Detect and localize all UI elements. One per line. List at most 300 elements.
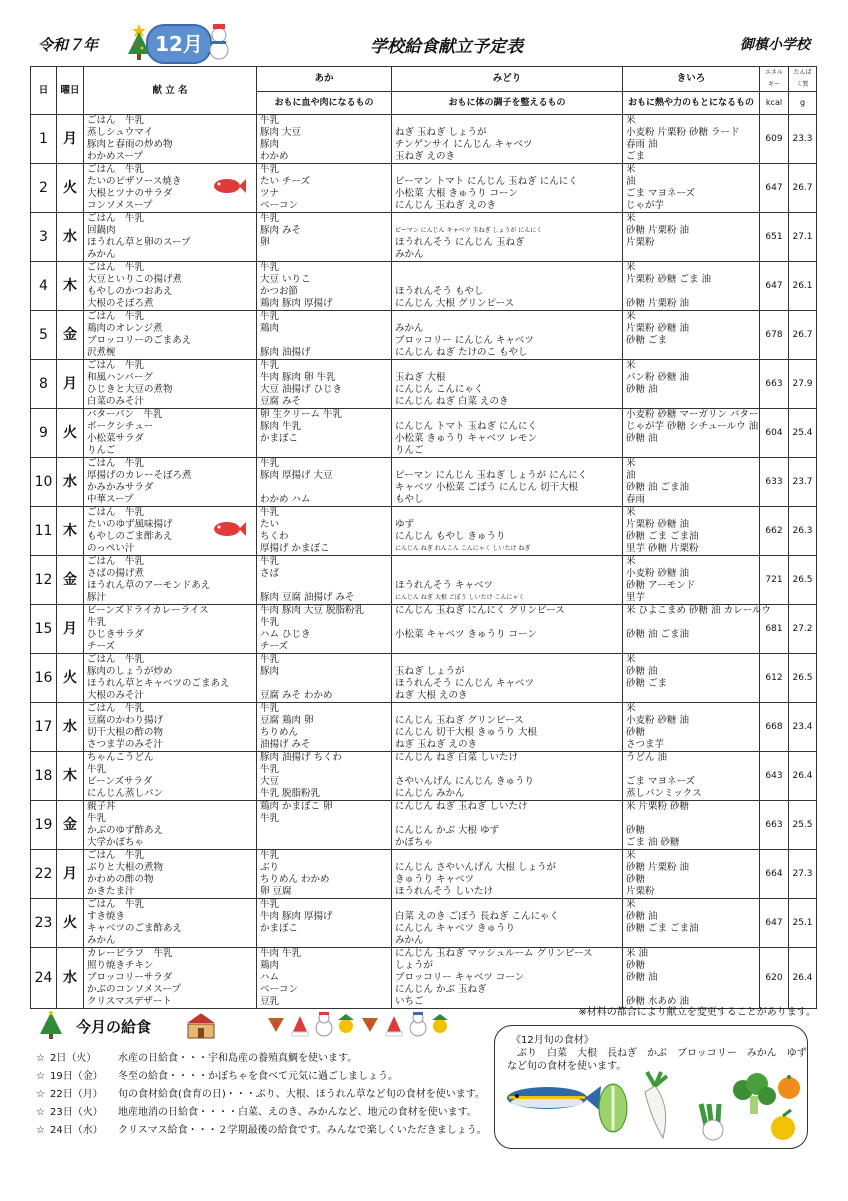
green-foods-line: ほうれんそう にんじん 玉ねぎ <box>395 237 525 248</box>
green-foods <box>392 605 623 654</box>
monthly-events <box>36 1050 487 1140</box>
green-foods-line: ほうれんそう もやし <box>395 286 484 297</box>
day-number: 10 <box>31 458 57 507</box>
energy-kcal: 604 <box>760 409 789 458</box>
green-foods-line: 小松菜 大根 きゅうり コーン <box>395 188 518 199</box>
yellow-foods-line: 米 <box>626 654 636 665</box>
red-foods <box>257 948 392 1009</box>
weekday: 月 <box>57 605 84 654</box>
menu-dishes-line: 回鍋肉 <box>87 225 116 236</box>
table-row <box>31 164 817 213</box>
menu-dishes-line: ほうれん草と卵のスープ <box>87 237 191 248</box>
yellow-foods-line: 砂糖 ごま <box>626 678 668 689</box>
green-foods-line <box>395 213 619 225</box>
menu-dishes-line: りんご <box>87 445 116 456</box>
yellow-foods-line <box>626 286 756 298</box>
yellow-foods <box>623 164 760 213</box>
page-header <box>30 28 820 62</box>
red-foods-line: 牛肉 牛乳 <box>260 948 302 959</box>
green-foods-line: ゆず <box>395 519 415 530</box>
menu-dishes-line: 牛乳 <box>87 813 107 824</box>
yellow-foods-line: 砂糖 水あめ 油 <box>626 996 690 1007</box>
day-number: 2 <box>31 164 57 213</box>
green-foods <box>392 262 623 311</box>
table-row <box>31 115 817 164</box>
yellow-foods <box>623 654 760 703</box>
red-foods-line: 牛乳 <box>260 813 280 824</box>
yellow-foods-line: 小麦粉 砂糖 油 <box>626 715 690 726</box>
energy-kcal: 647 <box>760 164 789 213</box>
menu-dishes-line: 和風ハンバーグ <box>87 372 153 383</box>
menu-dishes-line: 小松菜サラダ <box>87 433 144 444</box>
yellow-foods <box>623 605 771 654</box>
menu-dishes-line: 大根のそぼろ煮 <box>87 298 154 309</box>
menu-dishes-line: ぶりと大根の煮物 <box>87 862 164 873</box>
red-foods-line: 牛乳 <box>260 115 280 126</box>
green-foods-line: みかん <box>395 935 424 946</box>
green-foods-line: にんじん かぶ 大根 ゆず <box>395 825 500 836</box>
green-foods <box>392 213 623 262</box>
event-star: ☆ <box>36 1053 45 1064</box>
green-foods <box>392 507 623 556</box>
menu-dishes-line: かぶのゆず酢あえ <box>87 825 164 836</box>
red-foods-line: 牛乳 脱脂粉乳 <box>260 788 321 799</box>
weekday: 月 <box>57 115 84 164</box>
red-foods-line: たい <box>260 519 280 530</box>
menu-dishes-line: たいのピザソース焼き <box>87 176 182 187</box>
menu-dishes-line: カレーピラフ 牛乳 <box>87 948 173 959</box>
yellow-foods-line: 砂糖 <box>626 825 646 836</box>
energy-kcal: 721 <box>760 556 789 605</box>
green-foods-line <box>395 813 619 825</box>
yellow-foods <box>623 801 760 850</box>
menu-dishes-line: キャベツのごま酢あえ <box>87 923 183 934</box>
yellow-foods-line: 砂糖 片栗粉 油 <box>626 862 690 873</box>
menu-dishes-line: ごはん 牛乳 <box>87 213 145 224</box>
red-foods <box>257 164 392 213</box>
red-foods-line: かまぼこ <box>260 433 299 444</box>
red-foods-line: 豚肉 <box>260 139 280 150</box>
yellow-foods <box>623 556 760 605</box>
yellow-foods-line: 里芋 <box>626 592 646 603</box>
event-date: 19日（金） <box>50 1071 103 1082</box>
menu-dishes-line: 厚揚げのカレーそぼろ煮 <box>87 470 192 481</box>
green-foods-line <box>395 458 619 470</box>
red-foods-line: さば <box>260 568 280 579</box>
menu-dishes <box>84 948 257 1009</box>
menu-dishes-line: 豚肉のしょうが炒め <box>87 666 173 677</box>
menu-dishes-line: かみかみサラダ <box>87 482 154 493</box>
menu-dishes-line: 蒸しシュウマイ <box>87 127 154 138</box>
green-foods-line: にんじん みかん <box>395 788 465 799</box>
yellow-foods-line: 砂糖 <box>626 874 646 885</box>
menu-dishes-line: 豚肉と春雨の炒め物 <box>87 139 173 150</box>
protein-g: 26.4 <box>789 752 817 801</box>
red-snapper-icon <box>211 519 247 539</box>
green-foods-line: にんじん 玉ねぎ グリンピース <box>395 715 524 726</box>
menu-dishes-line: 牛乳 <box>87 764 107 775</box>
red-snapper-icon <box>211 176 247 196</box>
green-foods-line <box>395 641 619 653</box>
yellow-foods-line: ごま マヨネーズ <box>626 776 696 787</box>
red-foods-line: 牛乳 <box>260 213 280 224</box>
menu-dishes-line: もやしのかつおあえ <box>87 286 173 297</box>
yellow-foods <box>623 899 760 948</box>
red-foods-line: 牛乳 <box>260 507 280 518</box>
yellow-foods-line: 米 <box>626 115 636 126</box>
energy-kcal: 681 <box>760 605 789 654</box>
weekday: 火 <box>57 899 84 948</box>
menu-dishes-line: ごはん 牛乳 <box>87 850 145 861</box>
snowy-house-icon <box>180 1010 222 1040</box>
daikon-icon <box>645 1072 667 1138</box>
yellow-foods-line <box>626 617 756 629</box>
menu-dishes <box>84 458 257 507</box>
menu-dishes <box>84 311 257 360</box>
green-foods-line: にんじん トマト 玉ねぎ にんにく <box>395 421 538 432</box>
red-foods <box>257 360 392 409</box>
menu-dishes <box>84 213 257 262</box>
menu-dishes-line: ごはん 牛乳 <box>87 262 145 273</box>
yellow-foods-line: ごま マヨネーズ <box>626 188 696 199</box>
header-red: あか <box>257 67 392 92</box>
menu-dishes-line: 大根とツナのサラダ <box>87 188 173 199</box>
red-foods-line: ハム <box>260 972 280 983</box>
yellow-foods-line: 砂糖 アーモンド <box>626 580 696 591</box>
broccoli-icon <box>733 1073 776 1114</box>
header-energy: エネルギー <box>760 67 789 92</box>
yellow-foods-line: 砂糖 油 <box>626 384 658 395</box>
green-foods <box>392 556 623 605</box>
green-foods-line <box>395 654 619 666</box>
red-foods <box>257 752 392 801</box>
menu-dishes-line: ごはん 牛乳 <box>87 458 145 469</box>
green-foods-line <box>395 507 619 519</box>
yellow-foods-line: 砂糖 油 ごま油 <box>626 629 690 640</box>
table-row <box>31 507 817 556</box>
menu-table <box>30 66 817 1009</box>
cabbage-icon <box>599 1084 627 1132</box>
yellow-foods-line: 米 <box>626 556 636 567</box>
event-date: 23日（火） <box>50 1107 103 1118</box>
header-day: 日 <box>31 67 57 115</box>
menu-dishes-line: わかめスープ <box>87 151 144 162</box>
green-foods-line: にんじん ねぎ れんこん こんにゃく しいたけ ねぎ <box>395 545 531 552</box>
green-foods-line: 白菜 えのき ごぼう 長ねぎ こんにゃく <box>395 911 559 922</box>
protein-g: 23.7 <box>789 458 817 507</box>
red-foods-line <box>260 837 388 849</box>
day-number: 4 <box>31 262 57 311</box>
energy-kcal: 647 <box>760 899 789 948</box>
header-energy-unit: kcal <box>760 92 789 115</box>
energy-kcal: 609 <box>760 115 789 164</box>
red-foods-line: 牛乳 <box>260 360 280 371</box>
red-foods-line: 豆乳 <box>260 996 280 1007</box>
table-row <box>31 948 817 1009</box>
day-number: 23 <box>31 899 57 948</box>
protein-g: 25.1 <box>789 899 817 948</box>
page-title: 学校給食献立予定表 <box>370 37 523 57</box>
energy-kcal: 647 <box>760 262 789 311</box>
yellow-foods-line <box>626 396 756 408</box>
menu-table-body <box>31 115 817 1009</box>
seasonal-foods-box <box>494 1025 808 1149</box>
menu-dishes-line: 親子丼 <box>87 801 116 812</box>
menu-dishes-line: 牛乳 <box>87 617 107 628</box>
yellow-foods <box>623 948 760 1009</box>
green-foods-line <box>395 850 619 862</box>
green-foods-line: ブロッコリー キャベツ コーン <box>395 972 525 983</box>
menu-dishes-line: ひじきサラダ <box>87 629 144 640</box>
yellow-foods <box>623 409 760 458</box>
yuzu-icon <box>771 1110 795 1140</box>
energy-kcal: 663 <box>760 360 789 409</box>
yellow-foods-line: 片栗粉 砂糖 油 <box>626 323 690 334</box>
weekday: 火 <box>57 164 84 213</box>
energy-kcal: 612 <box>760 654 789 703</box>
menu-dishes-line: ちゃんこうどん <box>87 752 154 763</box>
yellow-foods-line: 米 片栗粉 砂糖 <box>626 801 690 812</box>
green-foods-line: にんじん ねぎ 白菜 しいたけ <box>395 752 519 763</box>
weekday: 水 <box>57 703 84 752</box>
red-foods-line: 豆腐 みそ わかめ <box>260 690 333 701</box>
red-foods-line: 牛乳 <box>260 164 280 175</box>
menu-dishes-line: 豆腐のかわり揚げ <box>87 715 164 726</box>
energy-kcal: 663 <box>760 801 789 850</box>
event-item <box>36 1122 487 1140</box>
header-green: みどり <box>392 67 623 92</box>
red-foods-line: 大豆 いりこ <box>260 274 311 285</box>
red-foods-line <box>260 580 388 592</box>
menu-dishes-line: 沢煮椀 <box>87 347 116 358</box>
table-row <box>31 605 817 654</box>
energy-kcal: 620 <box>760 948 789 1009</box>
menu-dishes <box>84 801 257 850</box>
yellow-foods-line: 油 <box>626 470 636 481</box>
menu-dishes-line: ほうれん草とキャベツのごまあえ <box>87 678 230 689</box>
yellow-foods-line: 米 <box>626 850 636 861</box>
green-foods-line <box>395 115 619 127</box>
red-foods-line: 牛乳 <box>260 764 280 775</box>
protein-g: 25.5 <box>789 801 817 850</box>
weekday: 木 <box>57 262 84 311</box>
weekday: 水 <box>57 213 84 262</box>
seasonal-title: 《12月旬の食材》 <box>511 1035 594 1046</box>
menu-dishes <box>84 360 257 409</box>
green-foods-line: ピーマン にんじん キャベツ 玉ねぎ しょうが にんにく <box>395 227 543 234</box>
red-foods-line: 牛乳 <box>260 262 280 273</box>
red-foods <box>257 801 392 850</box>
menu-dishes-line: ごはん 牛乳 <box>87 115 145 126</box>
red-foods-line: わかめ <box>260 151 289 162</box>
header-menu-name: 献 立 名 <box>84 67 257 115</box>
red-foods-line: かつお節 <box>260 286 299 297</box>
yellow-foods-line: 米 <box>626 262 636 273</box>
red-foods <box>257 311 392 360</box>
weekday: 火 <box>57 654 84 703</box>
protein-g: 26.5 <box>789 556 817 605</box>
red-foods-line <box>260 935 388 947</box>
red-foods-line: 豚肉 牛乳 <box>260 421 302 432</box>
green-foods-line: にんじん 切干大根 きゅうり 大根 <box>395 727 538 738</box>
green-foods-line: 玉ねぎ しょうが <box>395 666 465 677</box>
green-foods <box>392 458 623 507</box>
red-foods-line: ツナ <box>260 188 280 199</box>
menu-dishes-line: チーズ <box>87 641 116 652</box>
red-foods-line: 卵 生クリーム 牛乳 <box>260 409 343 420</box>
red-foods-line: かまぼこ <box>260 923 299 934</box>
red-foods-line: 牛乳 <box>260 556 280 567</box>
table-row <box>31 213 817 262</box>
menu-dishes-line: 大学かぼちゃ <box>87 837 145 848</box>
menu-dishes-line: たいのゆず風味揚げ <box>87 519 173 530</box>
table-row <box>31 262 817 311</box>
green-foods <box>392 654 623 703</box>
green-foods <box>392 164 623 213</box>
menu-dishes-line: さつま芋のみそ汁 <box>87 739 164 750</box>
energy-kcal: 664 <box>760 850 789 899</box>
red-foods-line: ちりめん <box>260 727 299 738</box>
green-foods-line <box>395 556 619 568</box>
green-foods-line: にんじん こんにゃく <box>395 384 484 395</box>
yellow-foods <box>623 360 760 409</box>
green-foods-line: ピーマン にんじん 玉ねぎ しょうが にんにく <box>395 470 588 481</box>
menu-dishes-line: ごはん 牛乳 <box>87 507 145 518</box>
menu-dishes-line: クリスマスデザート <box>87 996 172 1007</box>
red-foods-line: 厚揚げ かまぼこ <box>260 543 330 554</box>
menu-dishes-line: 鶏肉のオレンジ煮 <box>87 323 163 334</box>
red-foods-line <box>260 445 388 457</box>
menu-dishes <box>84 262 257 311</box>
yellow-foods-line: さつま芋 <box>626 739 665 750</box>
green-foods-line: みかん <box>395 323 424 334</box>
yellow-foods-line <box>626 347 756 359</box>
weekday: 月 <box>57 850 84 899</box>
day-number: 1 <box>31 115 57 164</box>
red-foods-line: 豆腐 鶏肉 卵 <box>260 715 314 726</box>
menu-dishes-line: ごはん 牛乳 <box>87 556 145 567</box>
red-foods-line: 牛乳 <box>260 458 280 469</box>
menu-dishes-line: 中華スープ <box>87 494 134 505</box>
energy-kcal: 643 <box>760 752 789 801</box>
green-foods-line: にんじん 大根 グリンピース <box>395 298 515 309</box>
christmas-ornaments-icon <box>262 1012 452 1038</box>
green-foods-line: 小松菜 きゅうり キャベツ レモン <box>395 433 538 444</box>
event-text: クリスマス給食・・・２学期最後の給食です。みんなで楽しくいただきましょう。 <box>118 1125 487 1136</box>
menu-dishes <box>84 115 257 164</box>
red-foods-line: ベーコン <box>260 984 299 995</box>
menu-dishes-line: ビーンズサラダ <box>87 776 153 787</box>
green-foods-line <box>395 274 619 286</box>
yellow-foods-line <box>626 249 756 261</box>
monthly-title: 今月の給食 <box>76 1018 152 1036</box>
green-foods-line: しょうが <box>395 960 434 971</box>
red-foods-line: 卵 <box>260 237 270 248</box>
menu-dishes-line: もやしのごま酢あえ <box>87 531 173 542</box>
green-foods-line <box>395 899 619 911</box>
weekday: 金 <box>57 556 84 605</box>
yellow-foods <box>623 213 760 262</box>
red-foods <box>257 899 392 948</box>
red-foods-line: ハム ひじき <box>260 629 311 640</box>
yellow-foods <box>623 115 760 164</box>
menu-dishes-line: 照り焼きチキン <box>87 960 154 971</box>
weekday: 木 <box>57 507 84 556</box>
menu-dishes-line: ひじきと大豆の煮物 <box>87 384 173 395</box>
menu-dishes <box>84 507 257 556</box>
protein-g: 27.1 <box>789 213 817 262</box>
green-foods-line: にんじん 玉ねぎ えのき <box>395 200 497 211</box>
yellow-foods-line: 片栗粉 砂糖 ごま 油 <box>626 274 712 285</box>
seasonal-items: ぶり 白菜 大根 長ねぎ かぶ ブロッコリー みかん ゆず <box>517 1048 807 1059</box>
energy-kcal: 651 <box>760 213 789 262</box>
menu-dishes-line: かきたま汁 <box>87 886 135 897</box>
weekday: 月 <box>57 360 84 409</box>
day-number: 3 <box>31 213 57 262</box>
yellow-foods-line: 片栗粉 砂糖 油 <box>626 519 690 530</box>
green-foods-line <box>395 311 619 323</box>
weekday: 水 <box>57 948 84 1009</box>
yellow-foods-line <box>626 641 756 653</box>
yellow-foods-line: 米 <box>626 360 636 371</box>
header-weekday: 曜日 <box>57 67 84 115</box>
green-foods-line: にんじん もやし きゅうり <box>395 531 506 542</box>
red-foods-line <box>260 482 388 494</box>
green-foods <box>392 801 623 850</box>
event-text: 水産の日給食・・・宇和島産の養殖真鯛を使います。 <box>118 1053 358 1064</box>
table-row <box>31 311 817 360</box>
menu-dishes-line: さばの揚げ煮 <box>87 568 145 579</box>
yellow-foods-line: 米 <box>626 213 636 224</box>
red-foods-line: チーズ <box>260 641 289 652</box>
event-star: ☆ <box>36 1107 45 1118</box>
yellow-foods-line: 砂糖 油 ごま油 <box>626 482 690 493</box>
red-foods-line: 牛乳 <box>260 703 280 714</box>
energy-kcal: 668 <box>760 703 789 752</box>
table-row <box>31 409 817 458</box>
green-foods <box>392 311 623 360</box>
green-foods-line: 玉ねぎ 大根 <box>395 372 446 383</box>
yellow-foods-line: じゃが芋 <box>626 200 665 211</box>
footnote: ※材料の都合により献立を変更することがあります。 <box>578 1007 816 1018</box>
red-foods <box>257 115 392 164</box>
header-red-desc: おもに血や肉になるもの <box>257 92 392 115</box>
green-foods-line: りんご <box>395 445 424 456</box>
day-number: 9 <box>31 409 57 458</box>
day-number: 18 <box>31 752 57 801</box>
yellow-foods-line: 米 <box>626 507 636 518</box>
green-foods-line <box>395 409 619 421</box>
month-badge: 12月 <box>146 24 212 64</box>
red-foods-line: 豚肉 みそ <box>260 225 302 236</box>
red-foods-line: 牛肉 豚肉 卵 牛乳 <box>260 372 336 383</box>
red-foods <box>257 556 392 605</box>
red-foods-line: 大豆 <box>260 776 280 787</box>
menu-dishes-line: ブロッコリーのごまあえ <box>87 335 192 346</box>
green-foods-line: ピーマン トマト にんじん 玉ねぎ にんにく <box>395 176 578 187</box>
green-foods-line: 小松菜 キャベツ きゅうり コーン <box>395 629 537 640</box>
header-green-desc: おもに体の調子を整えるもの <box>392 92 623 115</box>
red-foods-line: 豆腐 みそ <box>260 396 302 407</box>
protein-g: 27.2 <box>789 605 817 654</box>
table-row <box>31 899 817 948</box>
green-foods-line <box>395 764 619 776</box>
event-text: 冬至の給食・・・・かぼちゃを食べて元気に過ごしましょう。 <box>118 1071 398 1082</box>
yellow-foods-line: 砂糖 片栗粉 油 <box>626 298 690 309</box>
yellow-foods-line: 米 <box>626 703 636 714</box>
menu-dishes-line: ごはん 牛乳 <box>87 311 145 322</box>
protein-g: 23.4 <box>789 703 817 752</box>
